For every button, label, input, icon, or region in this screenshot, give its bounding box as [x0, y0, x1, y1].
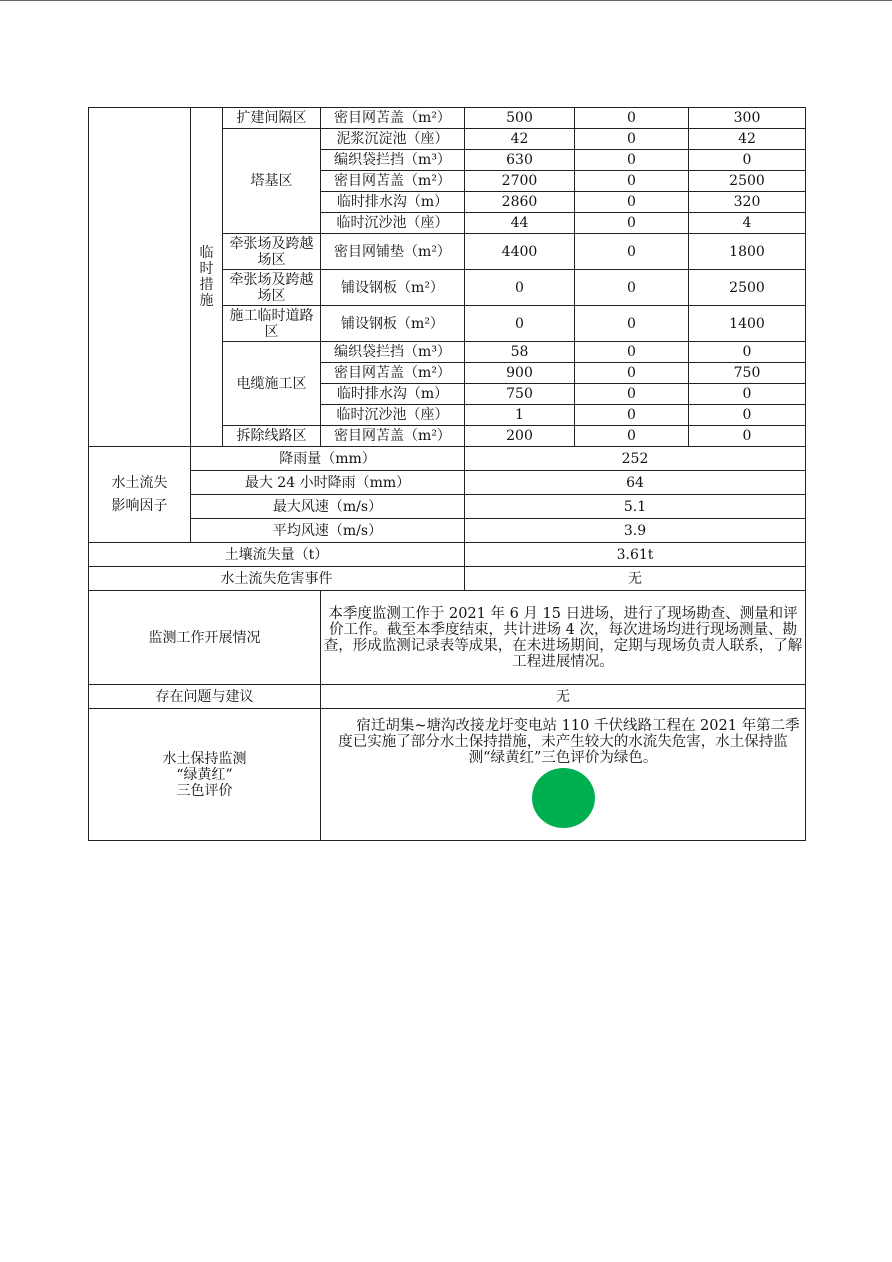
measure-name: 临时沉沙池（座）: [321, 405, 465, 426]
measure-name: 泥浆沉淀池（座）: [321, 129, 465, 150]
factor-value: 5.1: [465, 495, 806, 519]
value-cell: 320: [689, 192, 806, 213]
area-tension-site: 牵张场及跨越场区: [223, 234, 321, 270]
value-cell: 630: [465, 150, 575, 171]
value-cell: 0: [575, 129, 689, 150]
value-cell: 4400: [465, 234, 575, 270]
area-demolition: 拆除线路区: [223, 426, 321, 447]
value-cell: 0: [689, 405, 806, 426]
value-cell: 0: [689, 342, 806, 363]
measure-name: 临时排水沟（m）: [321, 384, 465, 405]
page-top-border: [0, 0, 892, 1]
temp-measures-label: 临 时 措 施: [191, 108, 223, 447]
factor-value: 252: [465, 447, 806, 471]
value-cell: 0: [575, 426, 689, 447]
rating-indicator: [323, 766, 803, 832]
value-cell: 1800: [689, 234, 806, 270]
measure-name: 编织袋拦挡（m³）: [321, 342, 465, 363]
measure-name: 临时沉沙池（座）: [321, 213, 465, 234]
soil-loss-label: 土壤流失量（t）: [89, 543, 465, 567]
table-row: [89, 709, 806, 841]
value-cell: 0: [689, 384, 806, 405]
monitoring-text: 本季度监测工作于 2021 年 6 月 15 日进场，进行了现场勘查、测量和评价工作。截至本季度结束，共计进场 4 次，每次进场均进行现场测量、勘查，形成监测记录表等成果，在未进场期间，定期与现场负责人联系，了解工程进展情况。: [321, 591, 806, 685]
value-cell: 0: [575, 108, 689, 129]
value-cell: 2700: [465, 171, 575, 192]
area-cable: 电缆施工区: [223, 342, 321, 426]
value-cell: 0: [575, 192, 689, 213]
issues-value: 无: [321, 685, 806, 709]
value-cell: 900: [465, 363, 575, 384]
value-cell: 0: [465, 270, 575, 306]
value-cell: 0: [575, 384, 689, 405]
value-cell: 750: [465, 384, 575, 405]
green-rating-circle-icon: [532, 768, 595, 828]
value-cell: 0: [575, 171, 689, 192]
table-row: [89, 591, 806, 685]
table-row: [89, 447, 806, 471]
value-cell: 0: [465, 306, 575, 342]
value-cell: 0: [575, 150, 689, 171]
table-row: [89, 685, 806, 709]
rating-label: 水土保持监测 “绿黄红” 三色评价: [89, 709, 321, 841]
factor-name: 最大风速（m/s）: [191, 495, 465, 519]
monitoring-label: 监测工作开展情况: [89, 591, 321, 685]
value-cell: 2860: [465, 192, 575, 213]
blank-cell: [89, 108, 191, 447]
value-cell: 0: [575, 306, 689, 342]
value-cell: 300: [689, 108, 806, 129]
area-tension-site: 牵张场及跨越场区: [223, 270, 321, 306]
factor-name: 最大 24 小时降雨（mm）: [191, 471, 465, 495]
value-cell: 750: [689, 363, 806, 384]
table-row: [89, 108, 806, 129]
table-row: [89, 519, 806, 543]
table-row: [89, 495, 806, 519]
value-cell: 0: [575, 213, 689, 234]
measure-name: 编织袋拦挡（m³）: [321, 150, 465, 171]
value-cell: 2500: [689, 270, 806, 306]
value-cell: 0: [689, 426, 806, 447]
hazard-value: 无: [465, 567, 806, 591]
measure-name: 密目网苫盖（m²）: [321, 363, 465, 384]
value-cell: 0: [575, 234, 689, 270]
measure-name: 密目网铺垫（m²）: [321, 234, 465, 270]
value-cell: 42: [465, 129, 575, 150]
table-row: [89, 567, 806, 591]
measure-name: 密目网苫盖（m²）: [321, 171, 465, 192]
rating-cell: [321, 709, 806, 841]
value-cell: 1: [465, 405, 575, 426]
value-cell: 1400: [689, 306, 806, 342]
value-cell: 2500: [689, 171, 806, 192]
value-cell: 0: [575, 363, 689, 384]
value-cell: 58: [465, 342, 575, 363]
factor-value: 3.9: [465, 519, 806, 543]
measure-name: 密目网苫盖（m²）: [321, 108, 465, 129]
measure-name: 临时排水沟（m）: [321, 192, 465, 213]
measure-name: 铺设钢板（m²）: [321, 306, 465, 342]
factor-name: 平均风速（m/s）: [191, 519, 465, 543]
value-cell: 0: [689, 150, 806, 171]
value-cell: 42: [689, 129, 806, 150]
monitoring-report-table: [88, 107, 806, 841]
issues-label: 存在问题与建议: [89, 685, 321, 709]
table-row: [89, 543, 806, 567]
value-cell: 4: [689, 213, 806, 234]
factor-value: 64: [465, 471, 806, 495]
table-row: [89, 471, 806, 495]
value-cell: 500: [465, 108, 575, 129]
value-cell: 200: [465, 426, 575, 447]
hazard-label: 水土流失危害事件: [89, 567, 465, 591]
factor-name: 降雨量（mm）: [191, 447, 465, 471]
rating-text: [323, 718, 803, 766]
rating-text-body: 宿迁胡集~塘沟改接龙圩变电站 110 千伏线路工程在 2021 年第二季度已实施了部分水土保持措施，未产生较大的水流失危害，水土保持监测“绿黄红”三色评价为绿色。: [338, 717, 800, 766]
area-tower-base: 塔基区: [223, 129, 321, 234]
measure-name: 铺设钢板（m²）: [321, 270, 465, 306]
area-temp-road: 施工临时道路区: [223, 306, 321, 342]
value-cell: 44: [465, 213, 575, 234]
soil-loss-value: 3.61t: [465, 543, 806, 567]
area-expansion-bay: 扩建间隔区: [223, 108, 321, 129]
value-cell: 0: [575, 270, 689, 306]
measure-name: 密目网苫盖（m²）: [321, 426, 465, 447]
value-cell: 0: [575, 405, 689, 426]
factors-label: 水土流失 影响因子: [89, 447, 191, 543]
value-cell: 0: [575, 342, 689, 363]
